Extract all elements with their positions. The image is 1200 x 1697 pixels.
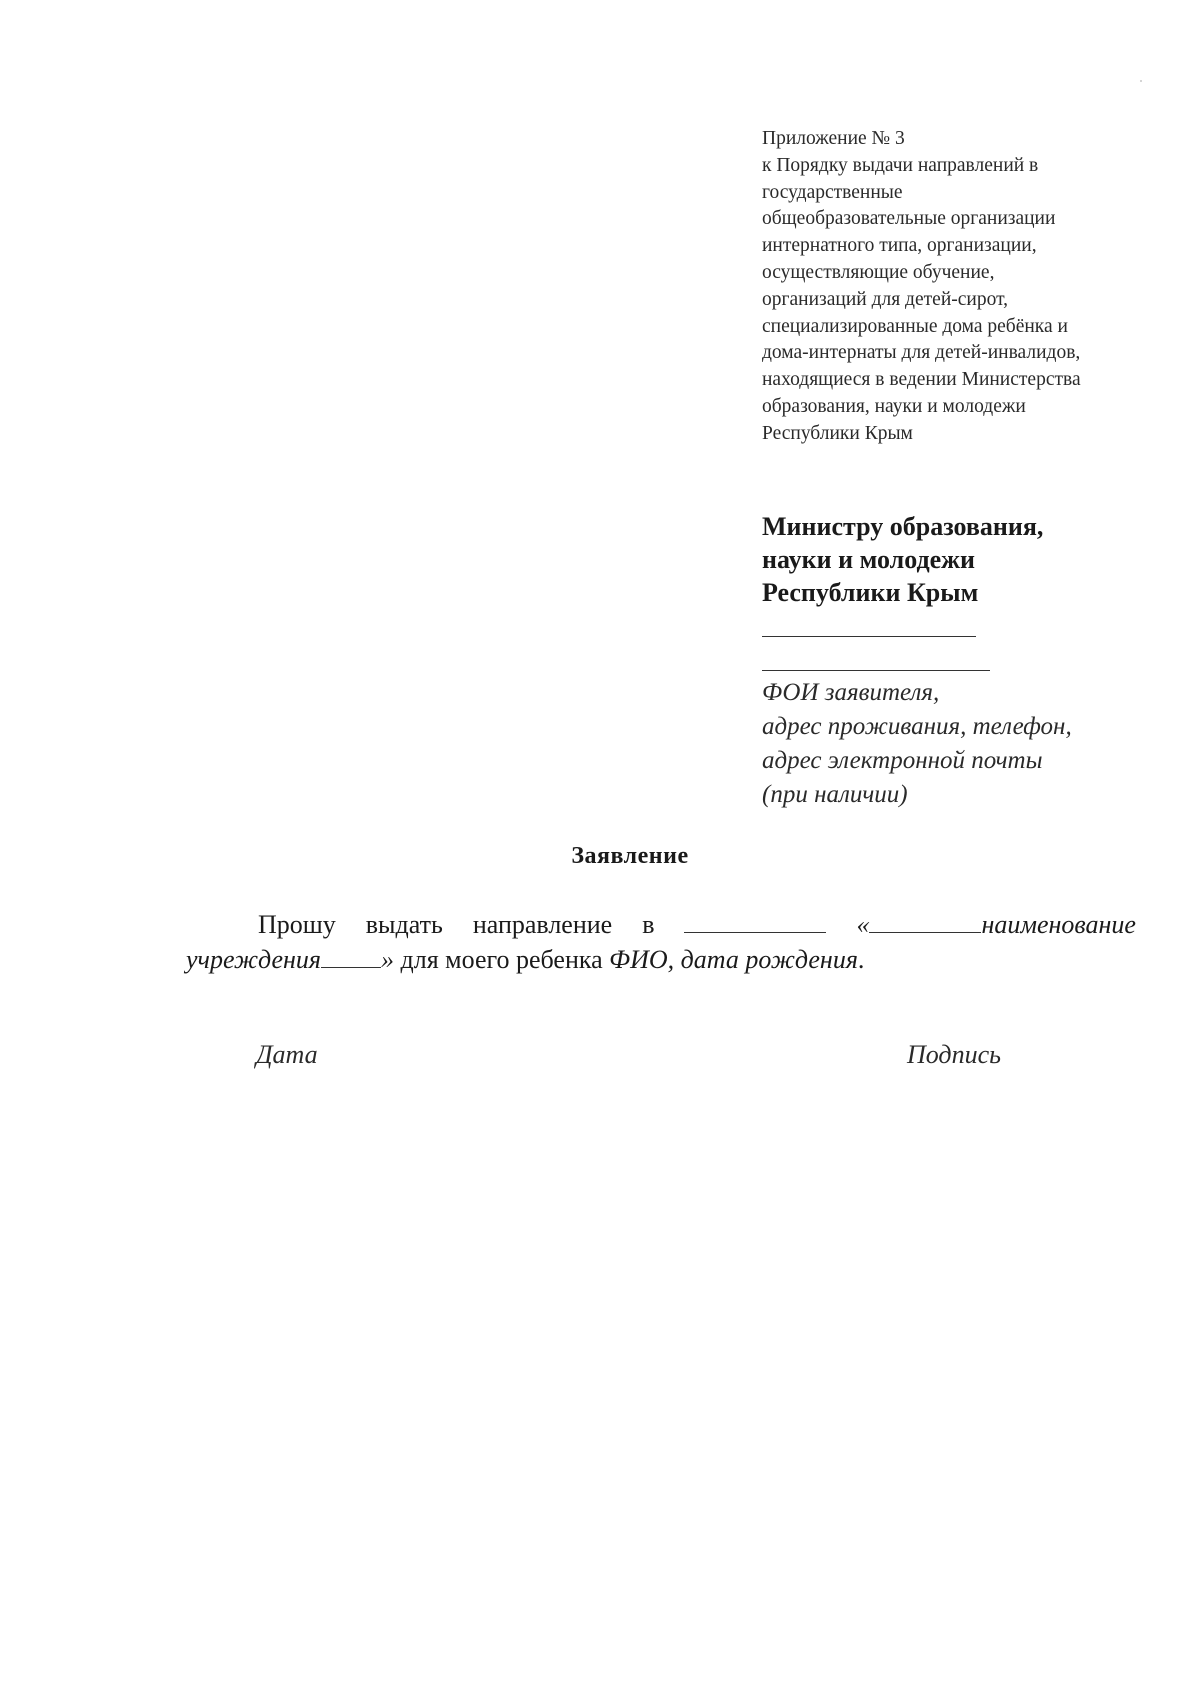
- appendix-line: Республики Крым: [762, 422, 913, 444]
- body-word: направление: [472, 910, 613, 939]
- document-title-text: Заявление: [571, 843, 689, 869]
- institution-name-hint-2: учреждения: [186, 945, 322, 974]
- body-end: .: [857, 945, 865, 974]
- appendix-line: интернатного типа, организации,: [762, 235, 1037, 257]
- appendix-line: организаций для детей-сирот,: [762, 288, 1009, 310]
- institution-name-group: [856, 907, 1135, 942]
- application-body: [186, 907, 1136, 977]
- addressee-line: Министру образования,: [762, 512, 1044, 541]
- applicant-hint-line: (при наличии): [762, 781, 908, 808]
- institution-type-blank: [684, 914, 826, 933]
- body-mid-text: для моего ребенка: [394, 945, 610, 974]
- addressee-line: Республики Крым: [762, 578, 979, 607]
- application-line-2: [186, 942, 1136, 977]
- institution-name-blank: [869, 914, 981, 933]
- quote-close: »: [381, 945, 395, 974]
- body-word: Прошу: [258, 910, 336, 939]
- appendix-line: специализированные дома ребёнка и: [762, 315, 1068, 337]
- applicant-hint-line: адрес проживания, телефон,: [762, 713, 1072, 740]
- scan-speck: [1140, 80, 1142, 82]
- appendix-note: [762, 126, 1162, 448]
- body-word: в: [642, 910, 655, 939]
- appendix-line: дома-интернаты для детей-инвалидов,: [762, 342, 1081, 364]
- body-word: выдать: [365, 910, 443, 939]
- addressee-line: науки и молодежи: [762, 545, 975, 574]
- appendix-line: образования, науки и молодежи: [762, 395, 1026, 417]
- application-line-1: [186, 907, 1136, 942]
- addressee-block: [762, 510, 1182, 609]
- date-label: Дата: [256, 1040, 318, 1069]
- applicant-hint-line: адрес электронной почты: [762, 747, 1043, 774]
- appendix-line: к Порядку выдачи направлений в: [762, 154, 1039, 176]
- child-info-hint: ФИО, дата рождения: [609, 945, 858, 974]
- institution-name-hint: наименование: [981, 910, 1136, 939]
- signature-label: Подпись: [907, 1040, 1001, 1069]
- appendix-line: общеобразовательные организации: [762, 208, 1056, 230]
- appendix-line: государственные: [762, 181, 903, 203]
- appendix-line: Приложение № 3: [762, 128, 905, 149]
- quote-open: «: [856, 910, 870, 939]
- applicant-blank-line: [762, 636, 976, 637]
- applicant-blank-line: [762, 670, 990, 671]
- institution-name-blank-2: [321, 949, 381, 968]
- applicant-hint: [762, 676, 1182, 812]
- appendix-line: осуществляющие обучение,: [762, 261, 995, 283]
- appendix-line: находящиеся в ведении Министерства: [762, 369, 1081, 391]
- document-title: [0, 841, 1200, 871]
- applicant-hint-line: ФОИ заявителя,: [762, 679, 940, 706]
